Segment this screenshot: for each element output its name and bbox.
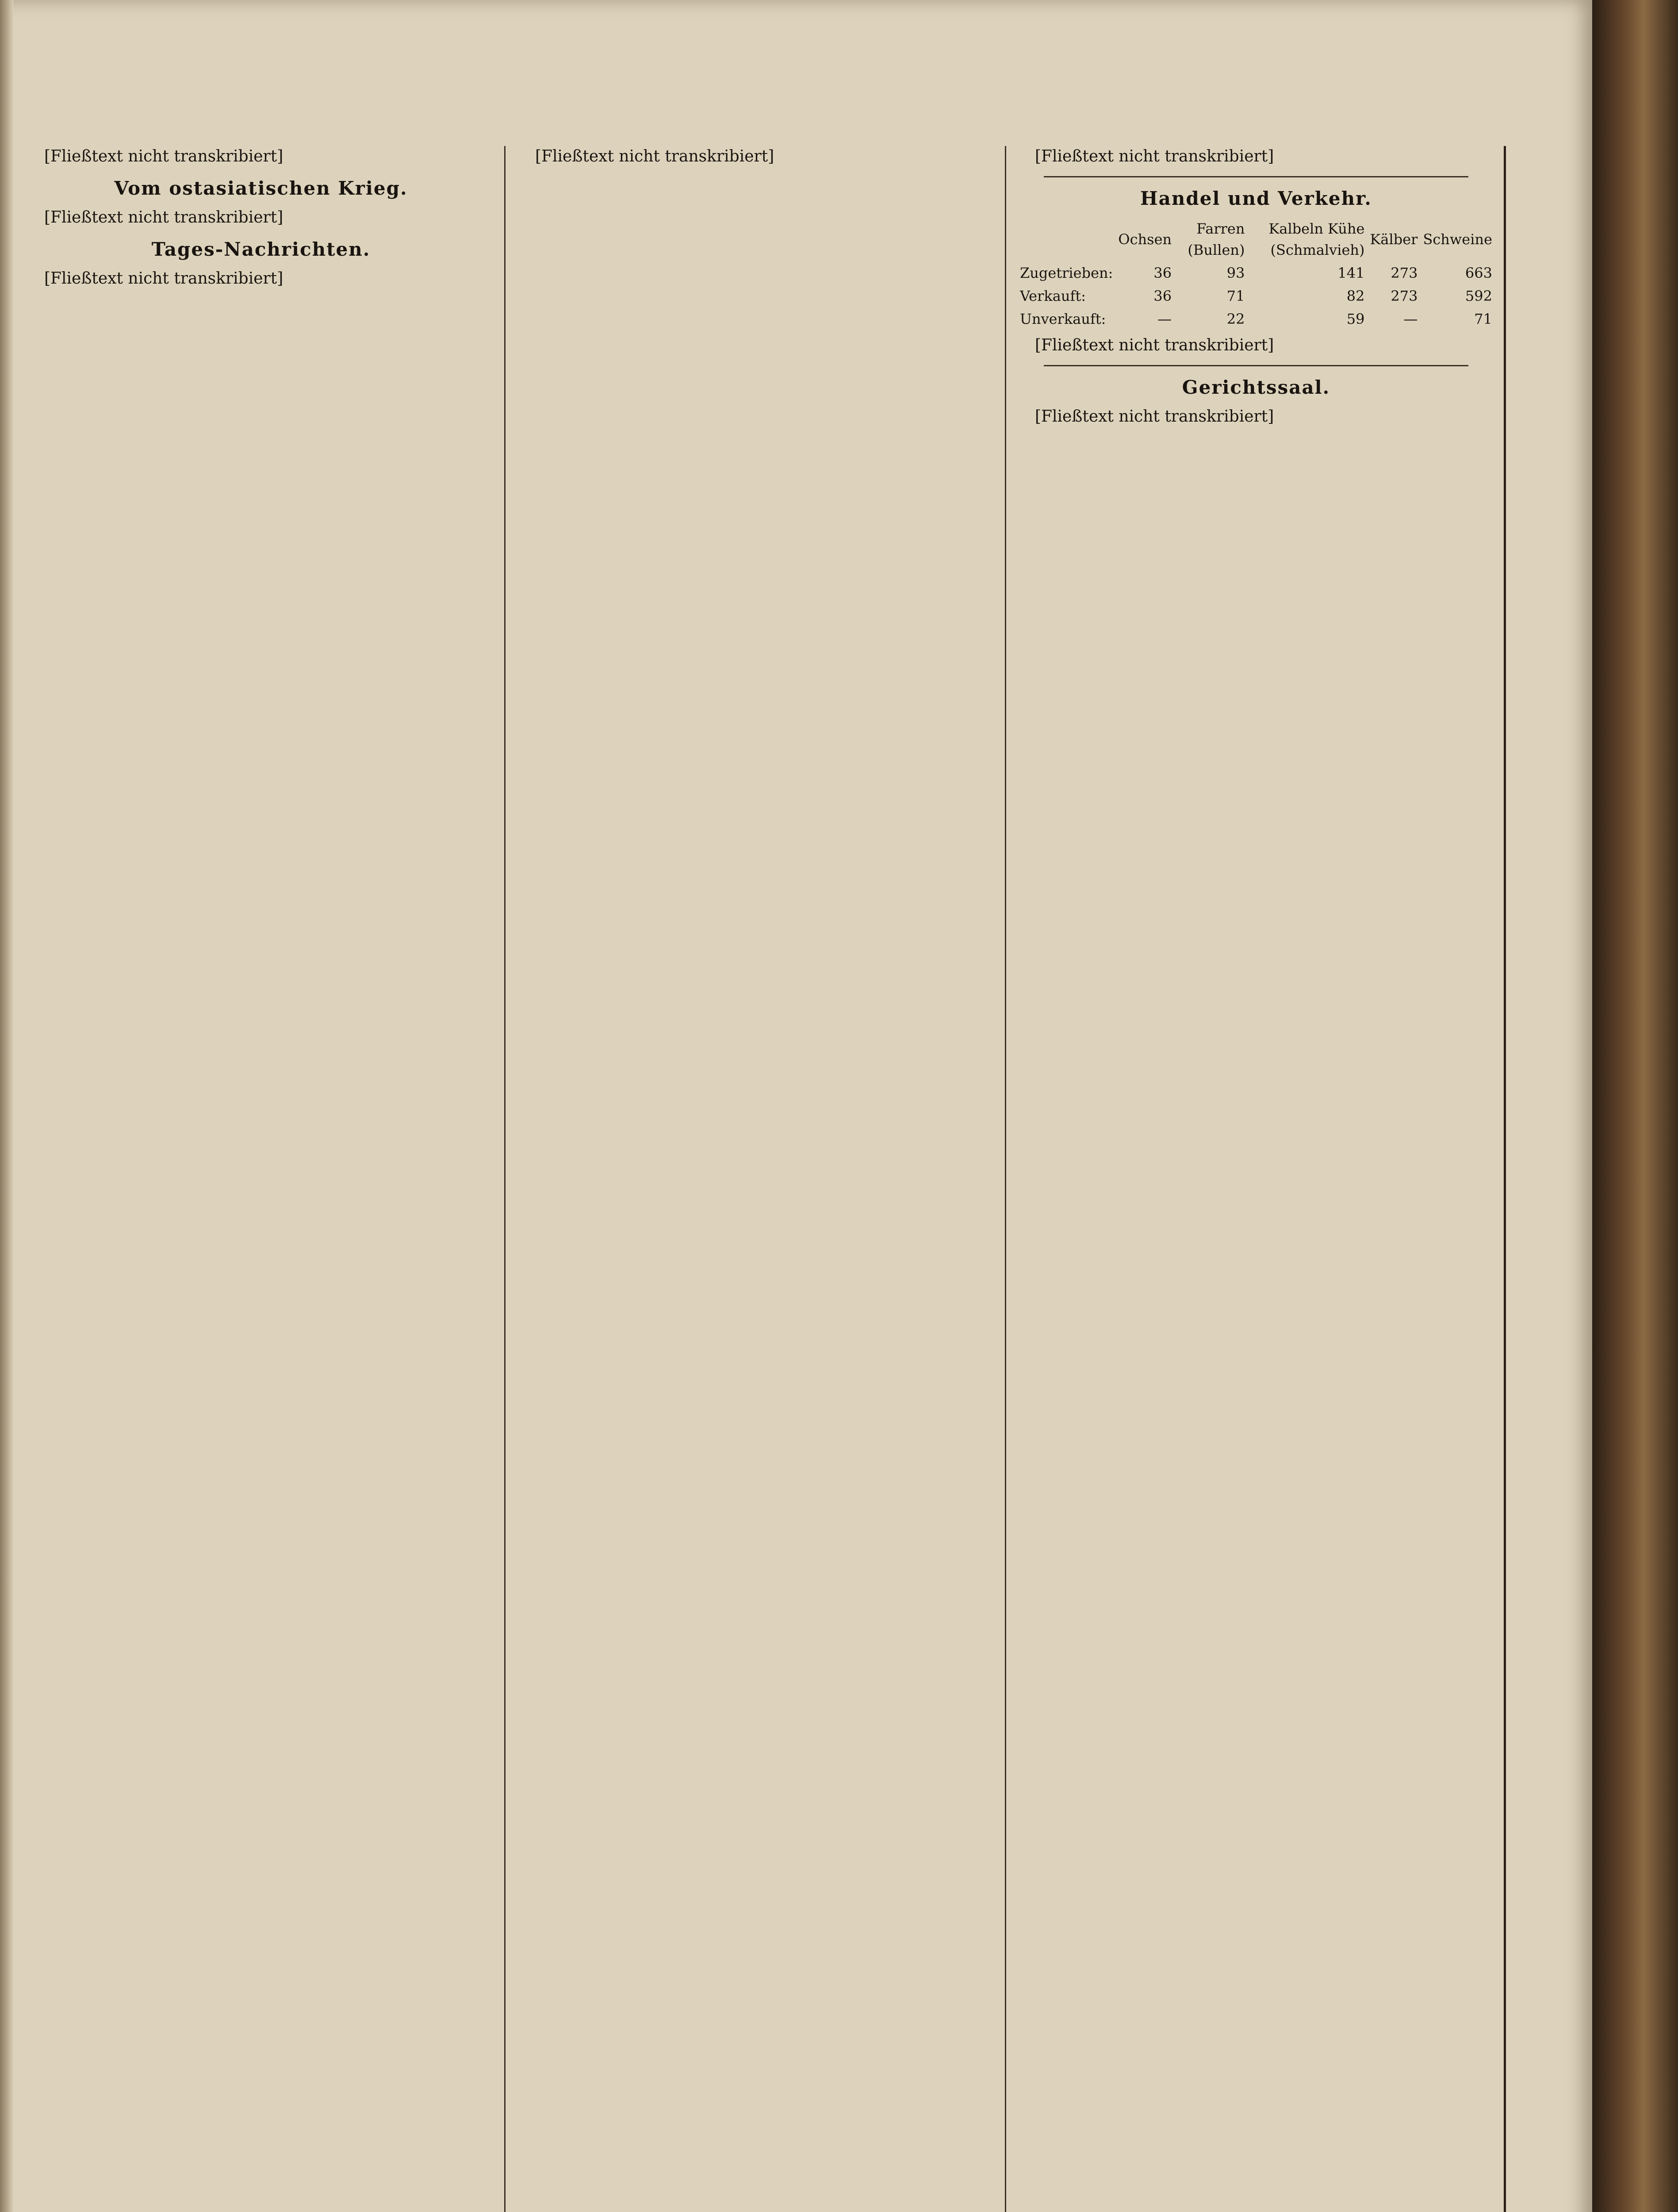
outer-rule (1504, 146, 1506, 2212)
heading-news: Tages-Nachrichten. (151, 238, 371, 260)
placeholder-text: [Fließtext nicht transkribiert] (535, 147, 774, 165)
column-rule (1005, 146, 1006, 2212)
page-left-edge (0, 0, 13, 2212)
placeholder-text: [Fließtext nicht transkribiert] (44, 269, 283, 288)
table-row: Ochsen Farren (Bullen) Kalbeln Kühe (Schmalvieh) Kälber Schweine (1118, 220, 1492, 258)
table-row: Unverkauft: — 22 59 — 71 (1020, 311, 1492, 327)
placeholder-text: [Fließtext nicht transkribiert] (44, 208, 283, 227)
heading-court: Gerichtssaal. (1182, 376, 1330, 398)
column-3 (1017, 146, 1495, 2212)
table-row: Zugetrieben: 36 93 141 273 663 (1020, 265, 1492, 281)
column-2 (517, 146, 995, 2212)
column-rule (504, 146, 506, 2212)
placeholder-text: [Fließtext nicht transkribiert] (44, 147, 283, 165)
section-separator (1044, 365, 1468, 366)
column-1 (27, 146, 495, 2212)
placeholder-text: [Fließtext nicht transkribiert] (1035, 336, 1274, 354)
heading-trade: Handel und Verkehr. (1140, 188, 1372, 209)
book-spine (1592, 0, 1678, 2212)
placeholder-text: [Fließtext nicht transkribiert] (1035, 407, 1274, 426)
market-table (1017, 217, 1495, 330)
section-separator (1044, 176, 1468, 177)
heading-war: Vom ostasiatischen Krieg. (114, 177, 408, 199)
placeholder-text: [Fließtext nicht transkribiert] (1035, 147, 1274, 165)
table-row: Verkauft: 36 71 82 273 592 (1020, 288, 1492, 304)
